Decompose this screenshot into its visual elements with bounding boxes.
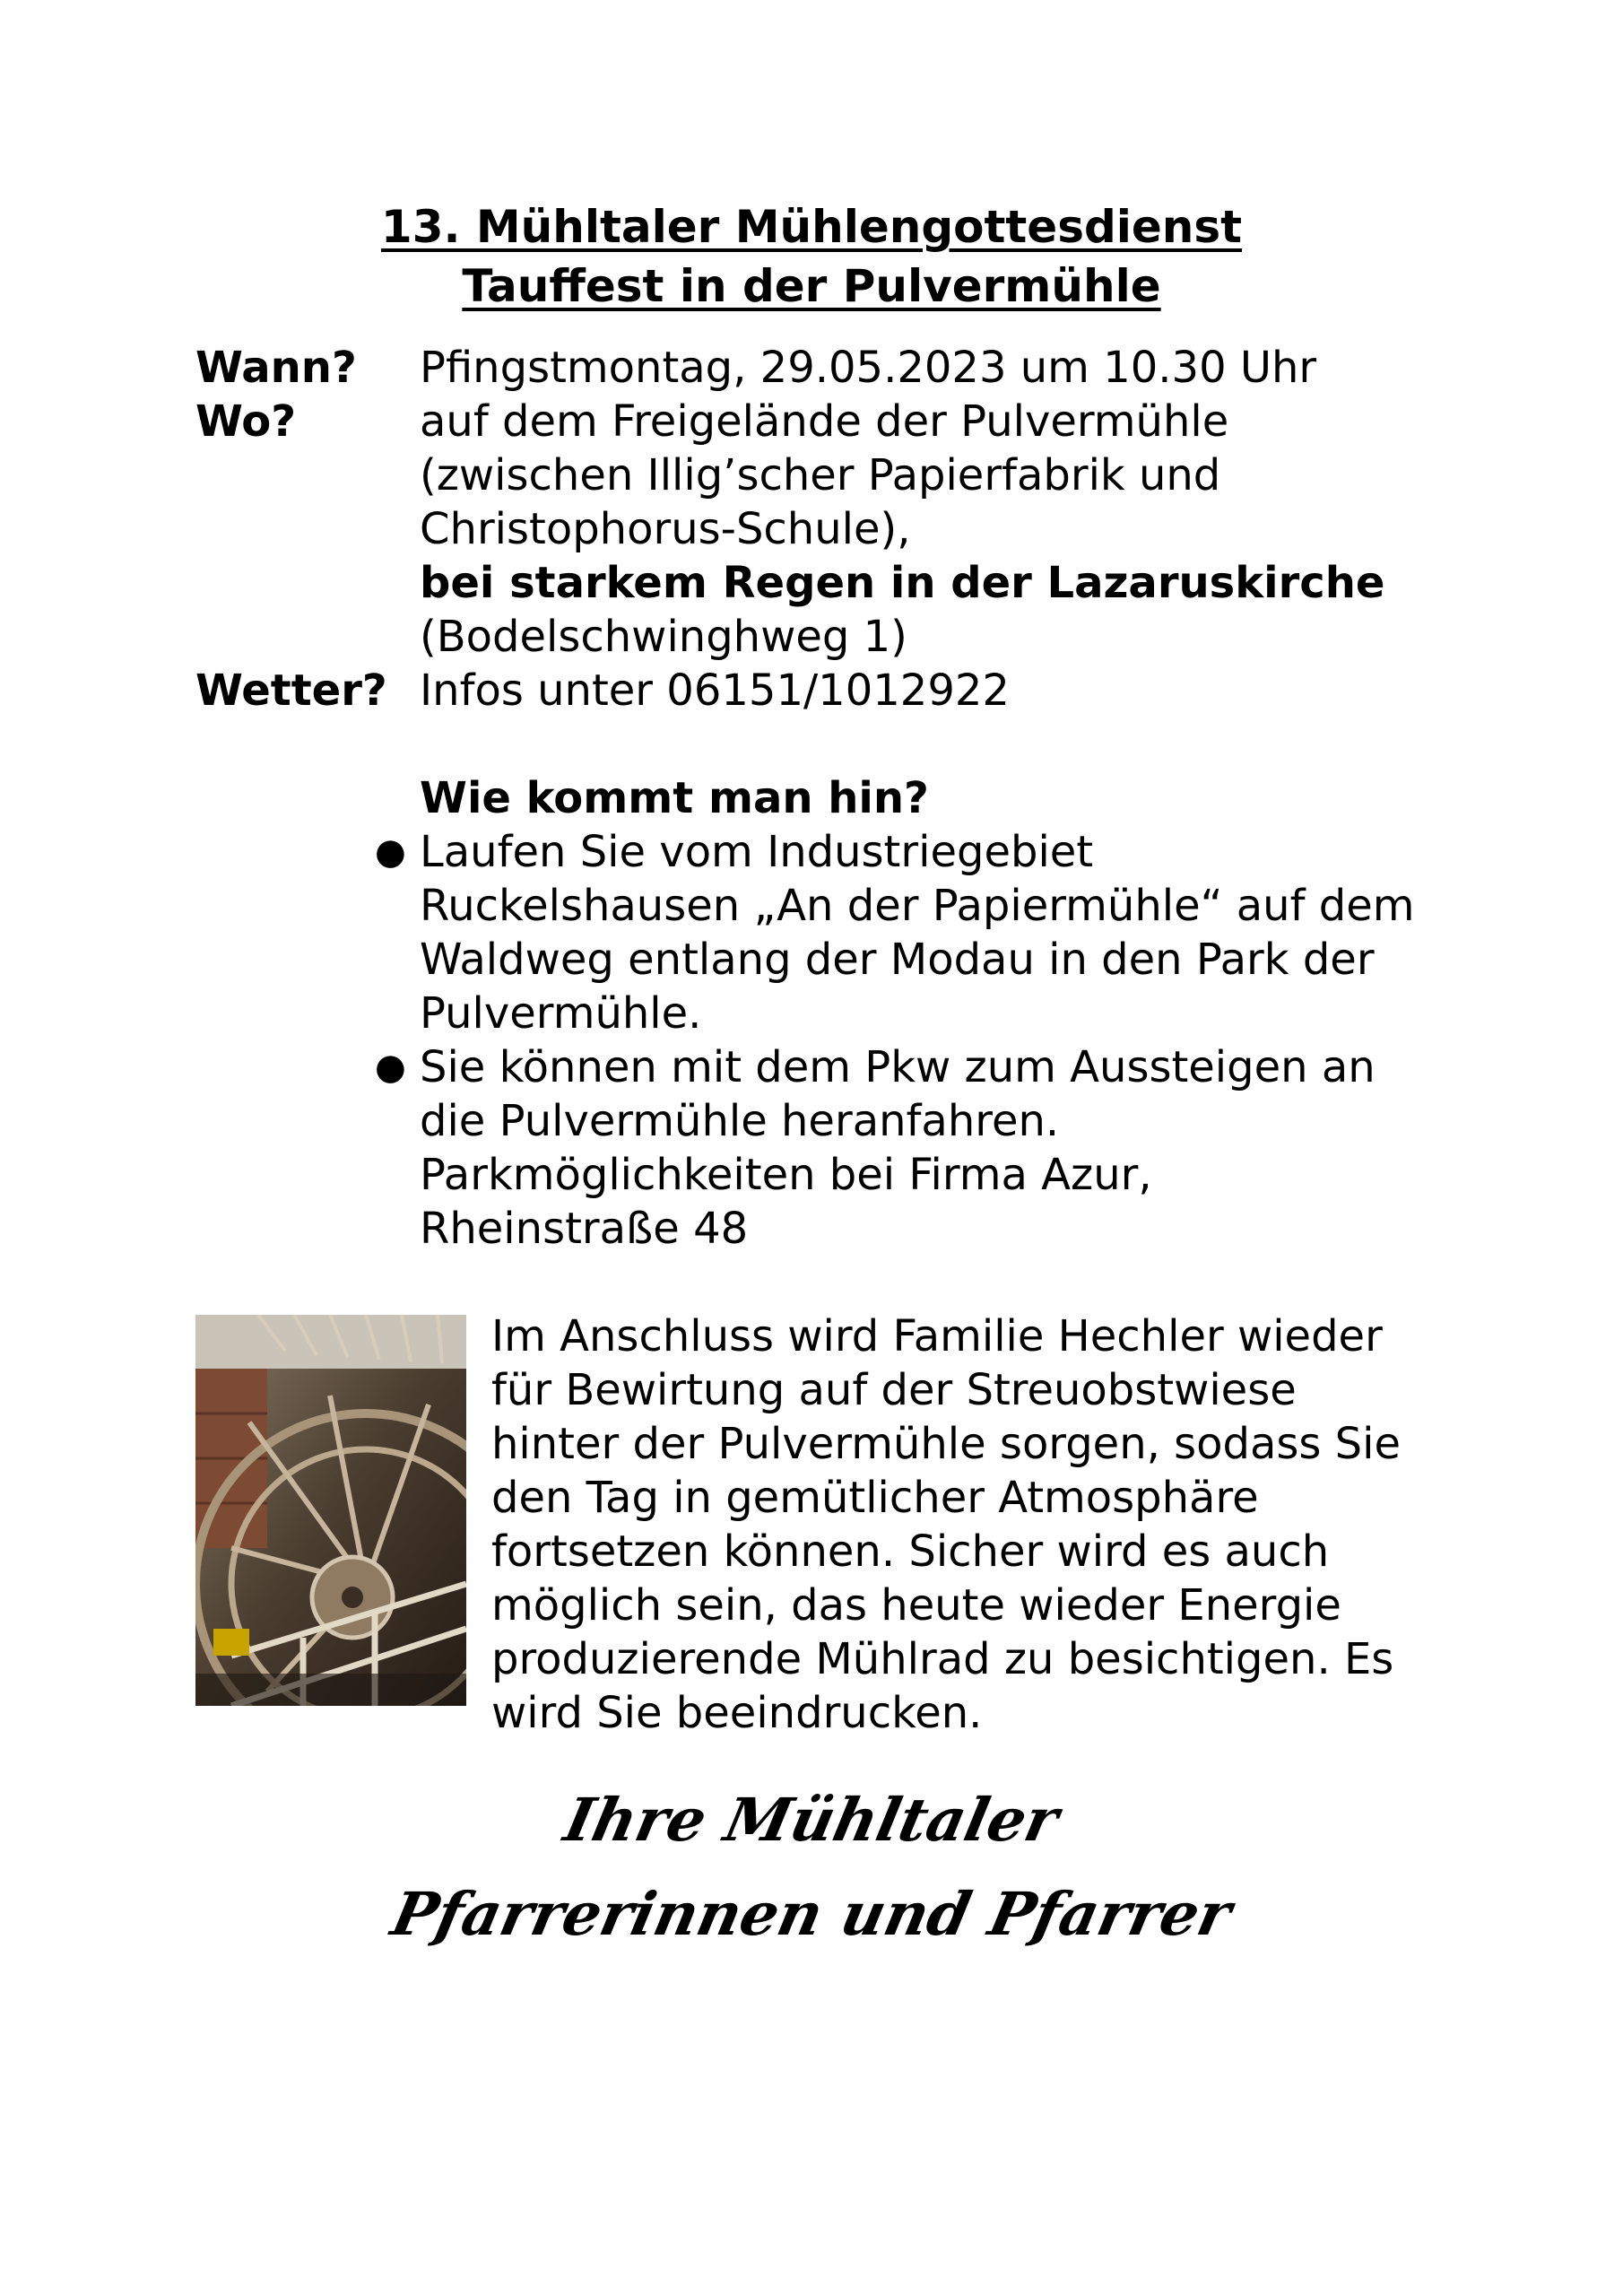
where-label: Wo? (195, 396, 297, 447)
followup-line: Im Anschluss wird Familie Hechler wieder (491, 1311, 1383, 1361)
weather-text: Infos unter 06151/1012922 (420, 665, 1010, 716)
followup-line: den Tag in gemütlicher Atmosphäre (491, 1473, 1259, 1523)
where-line: (Bodelschwinghweg 1) (420, 612, 907, 662)
followup-line: für Bewirtung auf der Streuobstwiese (491, 1365, 1297, 1415)
when-text: Pfingstmontag, 29.05.2023 um 10.30 Uhr (420, 343, 1317, 393)
followup-line: fortsetzen können. Sicher wird es auch (491, 1526, 1330, 1577)
directions-bullet-line: Laufen Sie vom Industriegebiet (420, 827, 1094, 877)
bullet-icon: ● (375, 1047, 406, 1088)
directions-bullet-line: Sie können mit dem Pkw zum Aussteigen an (420, 1042, 1376, 1092)
where-line: Christophorus-Schule), (420, 504, 911, 554)
where-line: (zwischen Illig’scher Papierfabrik und (420, 450, 1221, 500)
where-line: auf dem Freigelände der Pulvermühle (420, 396, 1229, 447)
directions-bullet-line: Parkmöglichkeiten bei Firma Azur, (420, 1150, 1152, 1200)
directions-bullet-line: Rheinstraße 48 (420, 1204, 749, 1254)
weather-label: Wetter? (195, 665, 387, 716)
bullet-icon: ● (375, 831, 406, 873)
signature-line: Pfarrerinnen und Pfarrer (386, 1879, 1237, 1949)
event-subtitle: Tauffest in der Pulvermühle (462, 260, 1161, 312)
directions-bullet-line: Pulvermühle. (420, 988, 702, 1039)
rain-alternative-line: bei starkem Regen in der Lazaruskirche (420, 558, 1385, 608)
followup-line: produzierende Mühlrad zu besichtigen. Es (491, 1634, 1394, 1684)
followup-line: möglich sein, das heute wieder Energie (491, 1580, 1341, 1631)
signature-line: Ihre Mühltaler (558, 1785, 1065, 1855)
directions-heading: Wie kommt man hin? (420, 773, 929, 823)
water-wheel-photo (195, 1315, 466, 1706)
event-title: 13. Mühltaler Mühlengottesdienst (380, 201, 1243, 253)
directions-bullet-line: Waldweg entlang der Modau in den Park der (420, 935, 1375, 985)
directions-bullet-line: Ruckelshausen „An der Papiermühle“ auf dem (420, 881, 1415, 931)
directions-bullet-line: die Pulvermühle heranfahren. (420, 1096, 1060, 1146)
when-label: Wann? (195, 343, 357, 393)
followup-line: hinter der Pulvermühle sorgen, sodass Sie (491, 1419, 1401, 1469)
followup-line: wird Sie beeindrucken. (491, 1688, 983, 1738)
